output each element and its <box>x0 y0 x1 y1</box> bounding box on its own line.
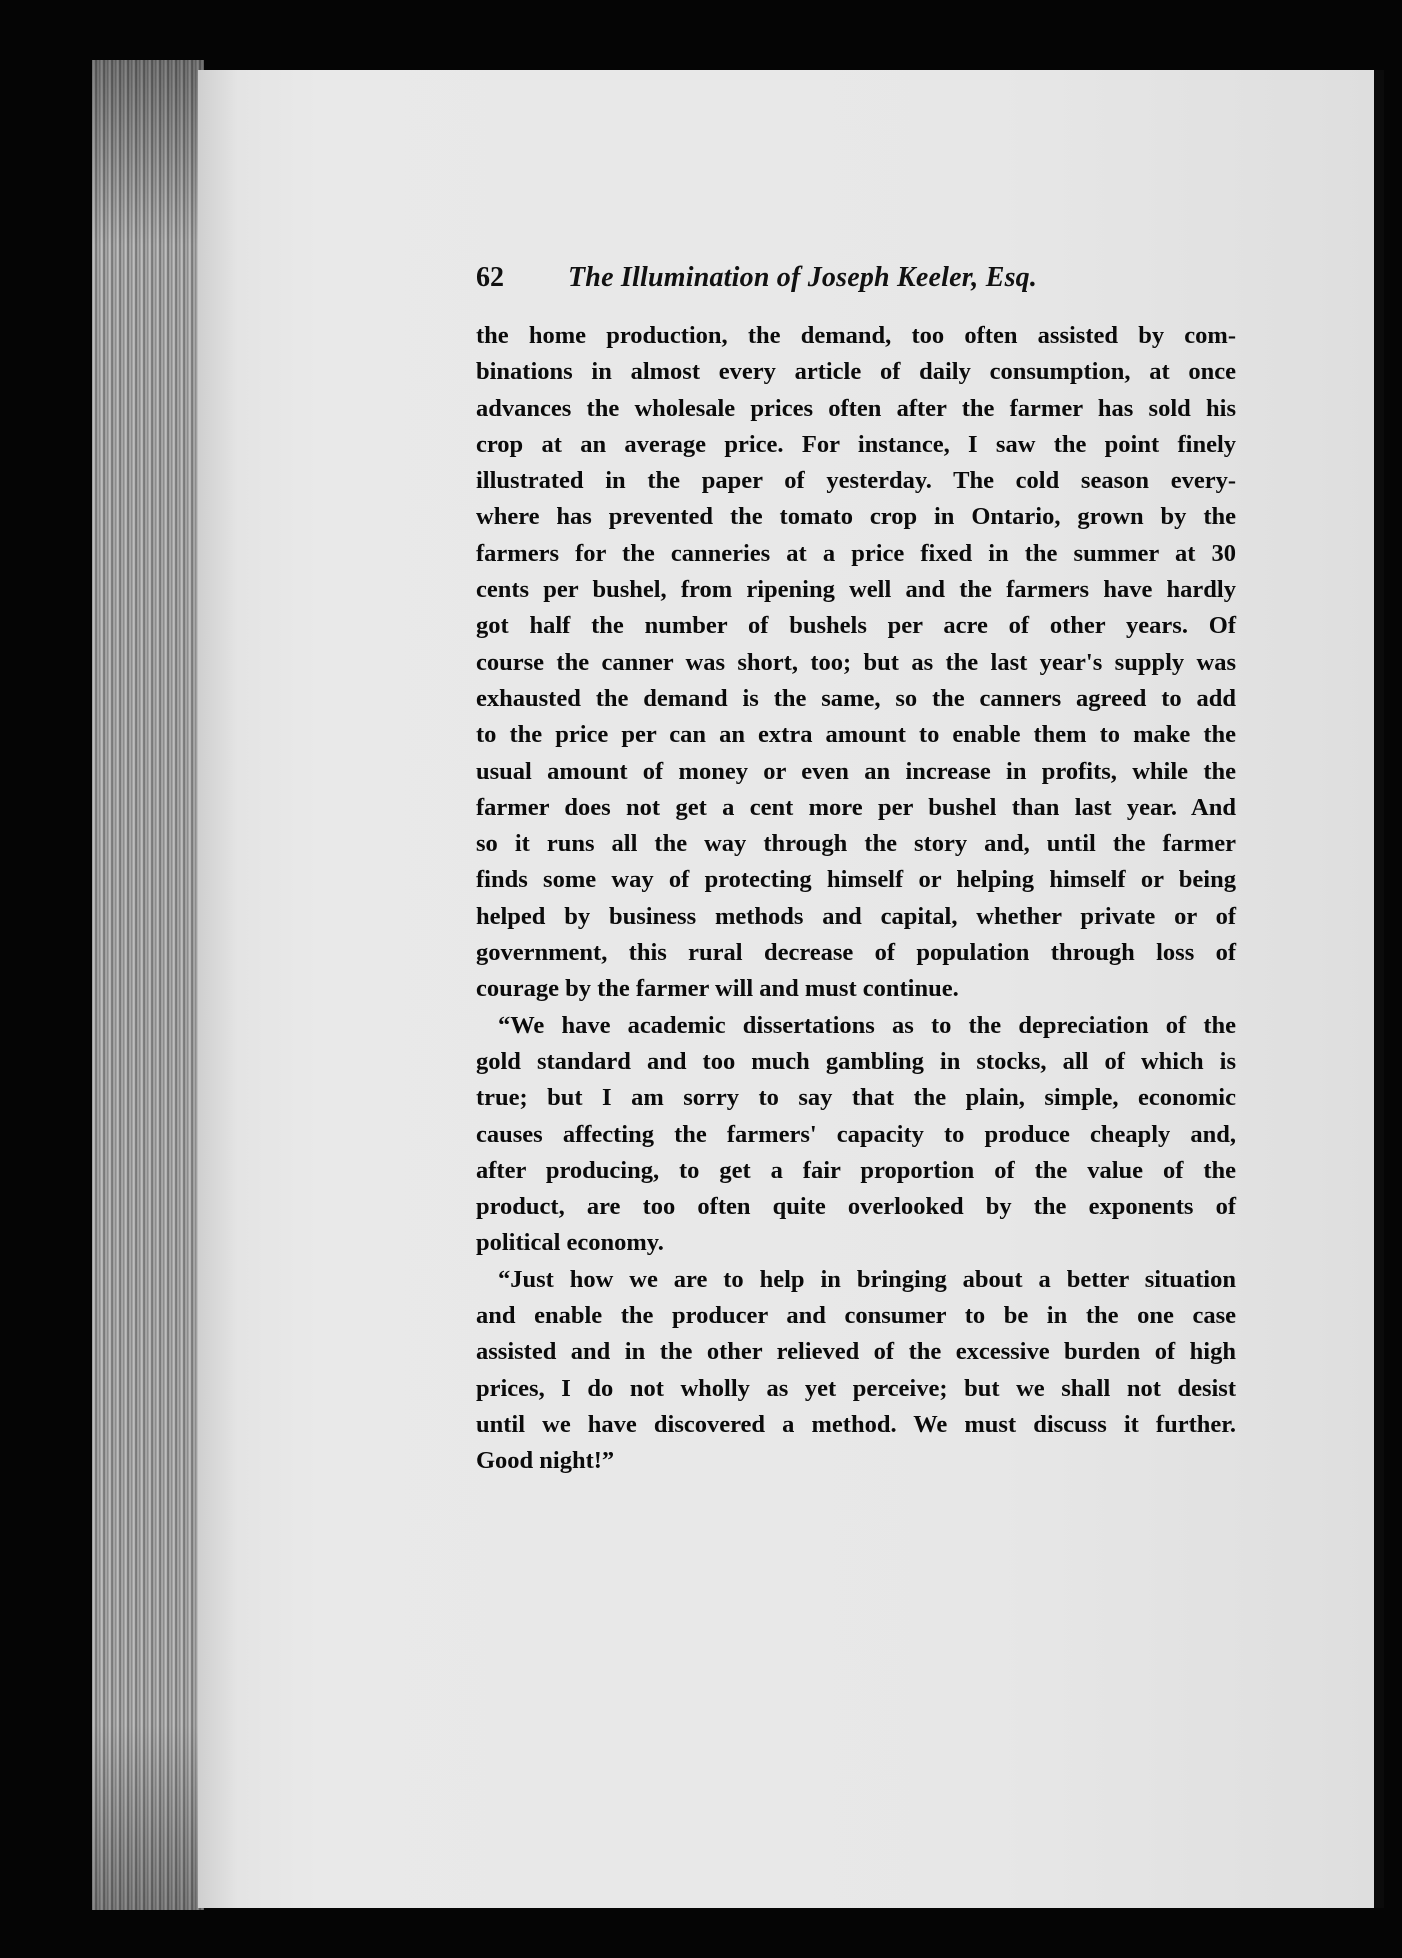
text-line: usual amount of money or even an increase in profits, while the <box>476 757 1236 785</box>
text-line: farmer does not get a cent more per bushel than last year. And <box>476 793 1236 821</box>
page-number: 62 <box>476 262 504 293</box>
running-title: The Illumination of Joseph Keeler, Esq. <box>568 262 1038 293</box>
page-gutter-shadow <box>1374 70 1384 1908</box>
text-line: got half the number of bushels per acre of other years. Of <box>476 612 1236 640</box>
text-line: after producing, to get a fair proportion of the value of the <box>476 1156 1236 1184</box>
paragraph-1 <box>476 318 1236 1008</box>
text-line: courage by the farmer will and must continue. <box>476 975 959 1003</box>
text-line: and enable the producer and consumer to be in the one case <box>476 1302 1236 1330</box>
text-line: to the price per can an extra amount to enable them to make the <box>476 721 1236 749</box>
text-line: gold standard and too much gambling in stocks, all of which is <box>476 1047 1236 1075</box>
paragraph-3 <box>476 1262 1236 1480</box>
text-line: product, are too often quite overlooked by the exponents of <box>476 1193 1236 1221</box>
text-line: assisted and in the other relieved of the excessive burden of high <box>476 1338 1236 1366</box>
book-page-edges <box>92 60 204 1910</box>
text-line: government, this rural decrease of population through loss of <box>476 939 1236 967</box>
text-line: farmers for the canneries at a price fixed in the summer at 30 <box>476 539 1236 567</box>
text-line: “Just how we are to help in bringing about a better situation <box>498 1265 1236 1293</box>
body-text <box>476 318 1236 1480</box>
text-line: advances the wholesale prices often after the farmer has sold his <box>476 394 1236 422</box>
running-head <box>476 262 1236 294</box>
text-line: so it runs all the way through the story and, until the farmer <box>476 830 1236 858</box>
text-line: exhausted the demand is the same, so the canners agreed to add <box>476 684 1236 712</box>
text-line: true; but I am sorry to say that the plain, simple, economic <box>476 1084 1236 1112</box>
text-line: crop at an average price. For instance, I saw the point finely <box>476 430 1236 458</box>
text-line: binations in almost every article of daily consumption, at once <box>476 358 1236 386</box>
text-line: helped by business methods and capital, whether private or of <box>476 902 1236 930</box>
paragraph-2 <box>476 1008 1236 1262</box>
text-line: causes affecting the farmers' capacity to produce cheaply and, <box>476 1120 1236 1148</box>
text-line: finds some way of protecting himself or helping himself or being <box>476 866 1236 894</box>
text-line: political economy. <box>476 1229 664 1257</box>
text-line: until we have discovered a method. We must discuss it further. <box>476 1410 1236 1438</box>
text-line: Good night!” <box>476 1447 615 1475</box>
text-line: where has prevented the tomato crop in Ontario, grown by the <box>476 503 1236 531</box>
text-line: course the canner was short, too; but as the last year's supply was <box>476 648 1236 676</box>
text-line: prices, I do not wholly as yet perceive; but we shall not desist <box>476 1374 1236 1402</box>
text-line: illustrated in the paper of yesterday. The cold season every- <box>476 467 1236 495</box>
text-line: “We have academic dissertations as to the depreciation of the <box>498 1011 1236 1039</box>
text-line: cents per bushel, from ripening well and the farmers have hardly <box>476 576 1236 604</box>
text-line: the home production, the demand, too often assisted by com- <box>476 322 1236 349</box>
